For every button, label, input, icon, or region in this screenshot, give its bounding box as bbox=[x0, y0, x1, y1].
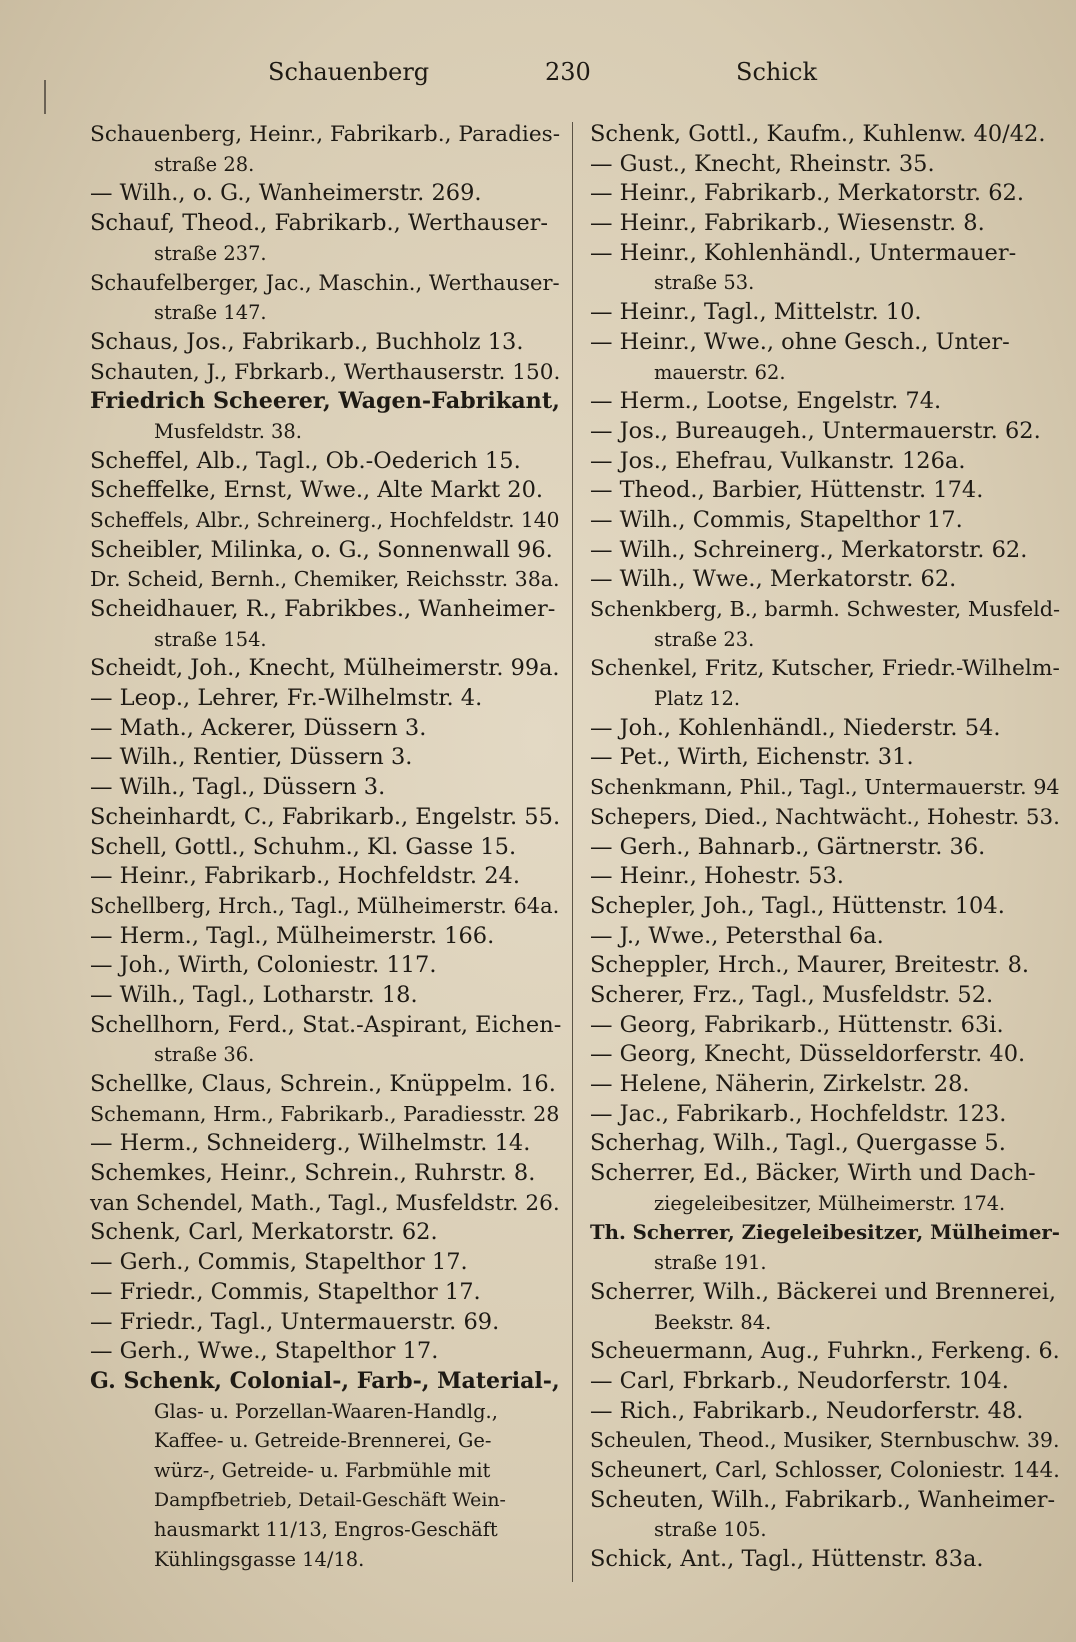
directory-entry-line: G. Schenk, Colonial-, Farb-, Material-, bbox=[90, 1367, 560, 1394]
directory-entry-line: — Carl, Fbrkarb., Neudorferstr. 104. bbox=[590, 1367, 1009, 1394]
directory-entry-line: Schellke, Claus, Schrein., Knüppelm. 16. bbox=[90, 1071, 556, 1097]
header-left-keyword: Schauenberg bbox=[268, 58, 430, 86]
directory-entry-line: Schell, Gottl., Schuhm., Kl. Gasse 15. bbox=[90, 833, 517, 860]
column-divider bbox=[572, 122, 573, 1582]
directory-entry-line: — Pet., Wirth, Eichenstr. 31. bbox=[590, 744, 914, 771]
directory-entry-line: — Gerh., Bahnarb., Gärtnerstr. 36. bbox=[590, 833, 986, 860]
entry-continuation-line: Kaffee- u. Getreide-Brennerei, Ge- bbox=[154, 1429, 492, 1453]
header-right-keyword: Schick bbox=[736, 58, 817, 86]
entry-continuation-line: mauerstr. 62. bbox=[654, 360, 786, 384]
directory-entry-line: — Heinr., Fabrikarb., Wiesenstr. 8. bbox=[590, 210, 985, 237]
directory-entry-line: — Heinr., Wwe., ohne Gesch., Unter- bbox=[590, 328, 1010, 355]
directory-entry-line: Schaus, Jos., Fabrikarb., Buchholz 13. bbox=[90, 328, 524, 355]
directory-entry-line: — J., Wwe., Petersthal 6a. bbox=[590, 922, 884, 949]
page-number: 230 bbox=[545, 58, 591, 86]
entry-continuation-line: straße 105. bbox=[654, 1518, 767, 1542]
entry-continuation-line: straße 147. bbox=[154, 301, 267, 325]
directory-entry-line: — Math., Ackerer, Düssern 3. bbox=[90, 714, 427, 741]
directory-entry-line: Schauten, J., Fbrkarb., Werthauserstr. 150. bbox=[90, 359, 561, 385]
directory-entry-line: Schepler, Joh., Tagl., Hüttenstr. 104. bbox=[590, 892, 1005, 919]
entry-continuation-line: Dampfbetrieb, Detail-Geschäft Wein- bbox=[154, 1488, 506, 1511]
directory-entry-line: Schepers, Died., Nachtwächt., Hohestr. 53. bbox=[590, 804, 1060, 830]
directory-entry-line: Scheulen, Theod., Musiker, Sternbuschw. 39. bbox=[590, 1428, 1060, 1453]
directory-entry-line: Schemkes, Heinr., Schrein., Ruhrstr. 8. bbox=[90, 1160, 536, 1187]
directory-entry-line: — Georg, Fabrikarb., Hüttenstr. 63i. bbox=[590, 1011, 1004, 1038]
directory-entry-line: van Schendel, Math., Tagl., Musfeldstr. 26. bbox=[90, 1190, 560, 1216]
directory-entry-line: Friedrich Scheerer, Wagen-Fabrikant, bbox=[90, 388, 560, 415]
entry-continuation-line: hausmarkt 11/13, Engros-Geschäft bbox=[154, 1518, 498, 1542]
entry-continuation-line: straße 23. bbox=[654, 627, 755, 651]
directory-entry-line: — Heinr., Hohestr. 53. bbox=[590, 863, 844, 890]
directory-entry-line: — Herm., Schneiderg., Wilhelmstr. 14. bbox=[90, 1130, 531, 1157]
directory-entry-line: Schenkel, Fritz, Kutscher, Friedr.-Wilhelm- bbox=[590, 656, 1060, 682]
directory-entry-line: Th. Scherrer, Ziegeleibesitzer, Mülheimer- bbox=[590, 1221, 1060, 1245]
directory-entry-line: — Gerh., Commis, Stapelthor 17. bbox=[90, 1249, 468, 1276]
directory-entry-line: — Wilh., Wwe., Merkatorstr. 62. bbox=[590, 566, 957, 593]
directory-entry-line: — Rich., Fabrikarb., Neudorferstr. 48. bbox=[590, 1397, 1024, 1424]
directory-entry-line: Dr. Scheid, Bernh., Chemiker, Reichsstr. 38a. bbox=[90, 567, 560, 592]
directory-entry-line: — Heinr., Fabrikarb., Merkatorstr. 62. bbox=[590, 180, 1024, 207]
directory-entry-line: Scheffelke, Ernst, Wwe., Alte Markt 20. bbox=[90, 477, 544, 504]
directory-entry-line: — Friedr., Commis, Stapelthor 17. bbox=[90, 1278, 481, 1305]
directory-entry-line: — Helene, Näherin, Zirkelstr. 28. bbox=[590, 1071, 970, 1097]
directory-entry-line: — Leop., Lehrer, Fr.-Wilhelmstr. 4. bbox=[90, 685, 483, 712]
directory-entry-line: — Georg, Knecht, Düsseldorferstr. 40. bbox=[590, 1041, 1026, 1068]
directory-entry-line: Scheuten, Wilh., Fabrikarb., Wanheimer- bbox=[590, 1486, 1056, 1513]
directory-entry-line: — Heinr., Kohlenhändl., Untermauer- bbox=[590, 239, 1017, 266]
directory-entry-line: Schellhorn, Ferd., Stat.-Aspirant, Eichen- bbox=[90, 1011, 562, 1038]
directory-entry-line: Schauf, Theod., Fabrikarb., Werthauser- bbox=[90, 210, 548, 237]
directory-entry-line: — Wilh., Schreinerg., Merkatorstr. 62. bbox=[590, 536, 1028, 563]
directory-entry-line: — Gerh., Wwe., Stapelthor 17. bbox=[90, 1338, 439, 1365]
left-column bbox=[90, 120, 560, 1575]
directory-entry-line: — Joh., Wirth, Coloniestr. 117. bbox=[90, 952, 437, 979]
directory-entry-line: Scherrer, Ed., Bäcker, Wirth und Dach- bbox=[590, 1160, 1036, 1187]
entry-continuation-line: Musfeldstr. 38. bbox=[154, 419, 302, 443]
directory-entry-line: Schellberg, Hrch., Tagl., Mülheimerstr. 64a. bbox=[90, 893, 560, 918]
directory-entry-line: — Wilh., o. G., Wanheimerstr. 269. bbox=[90, 180, 482, 207]
directory-entry-line: Scherrer, Wilh., Bäckerei und Brennerei, bbox=[590, 1278, 1057, 1305]
entry-continuation-line: ziegeleibesitzer, Mülheimerstr. 174. bbox=[654, 1191, 1006, 1215]
entry-continuation-line: straße 36. bbox=[154, 1043, 255, 1067]
entry-continuation-line: straße 191. bbox=[654, 1251, 767, 1275]
entry-continuation-line: Glas- u. Porzellan-Waaren-Handlg., bbox=[154, 1399, 498, 1423]
running-head bbox=[0, 52, 1076, 92]
entry-continuation-line: Kühlingsgasse 14/18. bbox=[154, 1548, 365, 1571]
directory-entry-line: — Gust., Knecht, Rheinstr. 35. bbox=[590, 150, 935, 177]
directory-entry-line: Scheunert, Carl, Schlosser, Coloniestr. 144. bbox=[590, 1457, 1060, 1483]
directory-entry-line: Scheibler, Milinka, o. G., Sonnenwall 96. bbox=[90, 536, 553, 563]
entry-continuation-line: würz-, Getreide- u. Farbmühle mit bbox=[154, 1458, 491, 1482]
directory-entry-line: — Joh., Kohlenhändl., Niederstr. 54. bbox=[590, 714, 1001, 741]
directory-entry-line: Schauenberg, Heinr., Fabrikarb., Paradies- bbox=[90, 122, 561, 147]
directory-entry-line: Scheffels, Albr., Schreinerg., Hochfeldstr. 140 bbox=[90, 507, 560, 532]
directory-entry-line: — Herm., Tagl., Mülheimerstr. 166. bbox=[90, 922, 495, 949]
directory-entry-line: — Wilh., Tagl., Düssern 3. bbox=[90, 774, 386, 801]
directory-entry-line: Scheidt, Joh., Knecht, Mülheimerstr. 99a. bbox=[90, 655, 560, 682]
entry-continuation-line: straße 237. bbox=[154, 241, 267, 265]
directory-entry-line: — Friedr., Tagl., Untermauerstr. 69. bbox=[90, 1308, 500, 1335]
directory-entry-line: Schick, Ant., Tagl., Hüttenstr. 83a. bbox=[590, 1546, 984, 1572]
directory-entry-line: — Heinr., Fabrikarb., Hochfeldstr. 24. bbox=[90, 863, 520, 890]
entry-continuation-line: straße 154. bbox=[154, 627, 267, 651]
directory-entry-line: Schenkmann, Phil., Tagl., Untermauerstr. 94 bbox=[590, 775, 1060, 800]
directory-entry-line: Scheidhauer, R., Fabrikbes., Wanheimer- bbox=[90, 596, 556, 622]
entry-continuation-line: Beekstr. 84. bbox=[654, 1310, 772, 1334]
directory-entry-line: Schaufelberger, Jac., Maschin., Werthauser- bbox=[90, 270, 560, 296]
entry-continuation-line: Platz 12. bbox=[654, 687, 741, 711]
directory-entry-line: — Wilh., Commis, Stapelthor 17. bbox=[590, 506, 963, 533]
entry-continuation-line: straße 53. bbox=[654, 271, 755, 295]
directory-entry-line: Scheuermann, Aug., Fuhrkn., Ferkeng. 6. bbox=[590, 1338, 1060, 1365]
directory-entry-line: Schenkberg, B., barmh. Schwester, Musfeld- bbox=[590, 597, 1061, 621]
directory-entry-line: — Herm., Lootse, Engelstr. 74. bbox=[590, 388, 942, 415]
directory-entry-line: — Jac., Fabrikarb., Hochfeldstr. 123. bbox=[590, 1100, 1007, 1127]
directory-entry-line: Scheffel, Alb., Tagl., Ob.-Oederich 15. bbox=[90, 447, 521, 474]
directory-entry-line: — Jos., Ehefrau, Vulkanstr. 126a. bbox=[590, 447, 966, 474]
directory-entry-line: Schemann, Hrm., Fabrikarb., Paradiesstr. 28 bbox=[90, 1101, 560, 1126]
directory-entry-line: — Theod., Barbier, Hüttenstr. 174. bbox=[590, 477, 984, 504]
right-column bbox=[590, 120, 1060, 1575]
directory-entry-line: — Heinr., Tagl., Mittelstr. 10. bbox=[590, 299, 922, 326]
directory-entry-line: — Wilh., Tagl., Lotharstr. 18. bbox=[90, 981, 418, 1008]
directory-entry-line: Scherhag, Wilh., Tagl., Quergasse 5. bbox=[590, 1130, 1006, 1157]
directory-entry-line: — Wilh., Rentier, Düssern 3. bbox=[90, 744, 413, 771]
entry-continuation-line: straße 28. bbox=[154, 152, 255, 176]
directory-entry-line: Scherer, Frz., Tagl., Musfeldstr. 52. bbox=[590, 981, 994, 1008]
directory-entry-line: Scheinhardt, C., Fabrikarb., Engelstr. 55. bbox=[90, 803, 561, 830]
directory-entry-line: — Jos., Bureaugeh., Untermauerstr. 62. bbox=[590, 417, 1041, 444]
directory-entry-line: Schenk, Carl, Merkatorstr. 62. bbox=[90, 1219, 438, 1246]
directory-entry-line: Schenk, Gottl., Kaufm., Kuhlenw. 40/42. bbox=[590, 121, 1046, 147]
directory-entry-line: Scheppler, Hrch., Maurer, Breitestr. 8. bbox=[590, 952, 1030, 979]
